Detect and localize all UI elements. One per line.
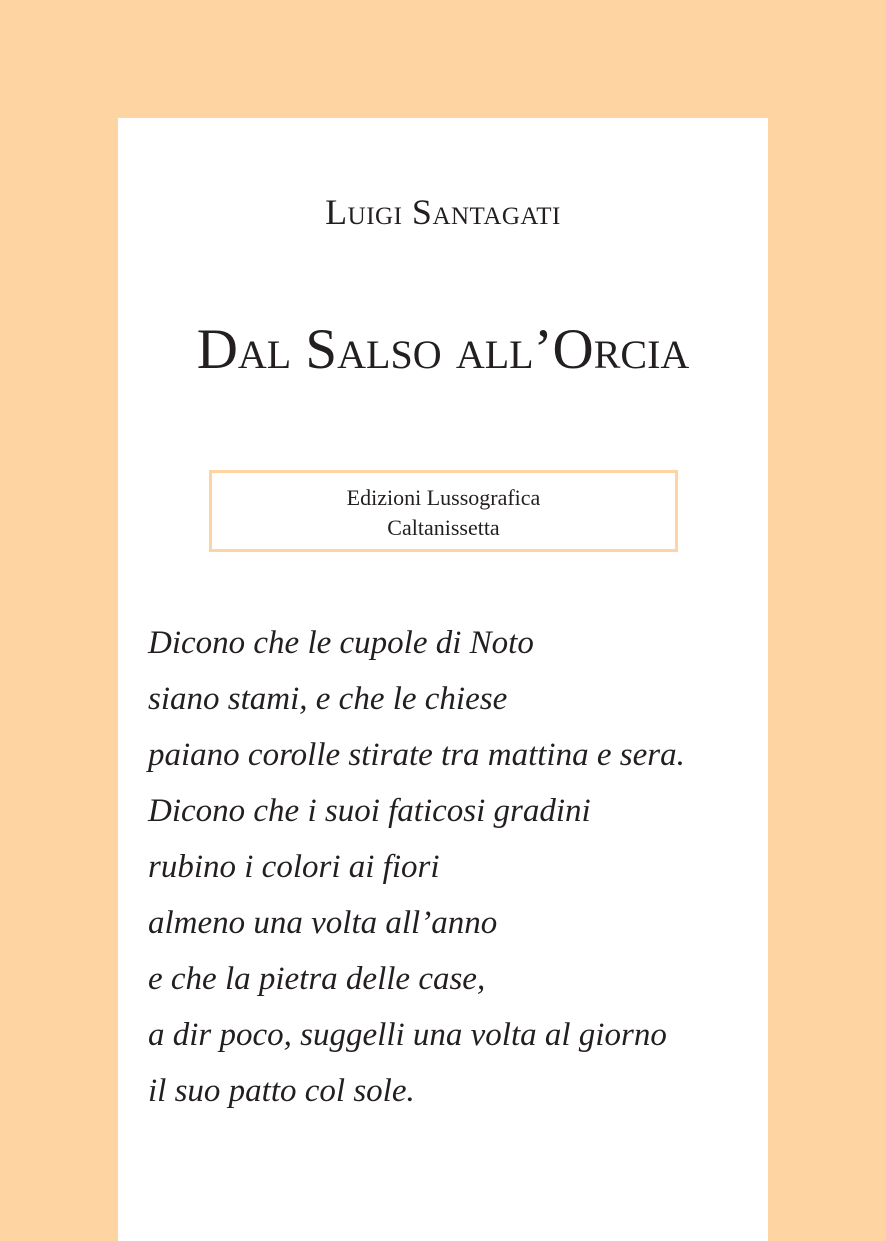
poem-verse: paiano corolle stirate tra mattina e sera. [148, 737, 685, 773]
poem-verse: Dicono che i suoi faticosi gradini [148, 793, 591, 829]
poem [148, 615, 768, 1119]
author-name: Luigi Santagati [325, 192, 561, 232]
poem-verse: almeno una volta all’anno [148, 905, 498, 941]
publisher-name: Edizioni Lussografica [346, 485, 541, 510]
poem-verse: Dicono che le cupole di Noto [148, 625, 534, 661]
publisher-box [209, 470, 678, 552]
poem-verse: il suo patto col sole. [148, 1073, 415, 1109]
book-title: Dal Salso all’Orcia [196, 318, 690, 381]
poem-verse: e che la pietra delle case, [148, 961, 486, 997]
poem-verse: a dir poco, suggelli una volta al giorno [148, 1017, 667, 1053]
poem-verse: rubino i colori ai fiori [148, 849, 440, 885]
poem-verse: siano stami, e che le chiese [148, 681, 508, 717]
publisher-city: Caltanissetta [387, 515, 500, 540]
